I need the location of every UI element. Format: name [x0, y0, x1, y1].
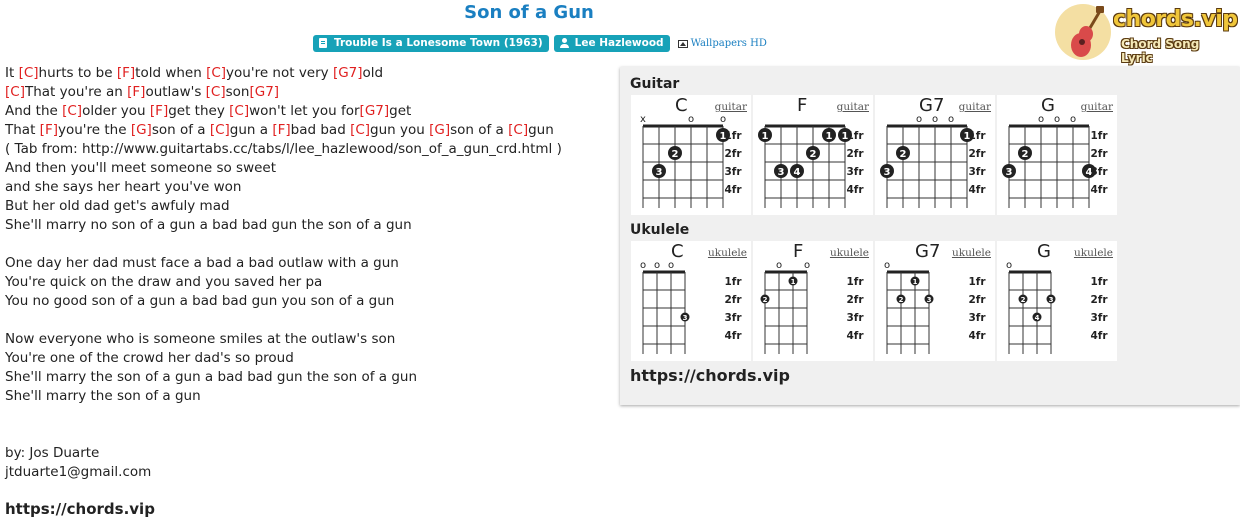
lyric-line — [5, 159, 562, 178]
album-badge[interactable] — [313, 35, 549, 52]
wallpapers-link[interactable] — [678, 38, 767, 49]
lyric-line — [5, 349, 562, 368]
open-string-mark: o — [687, 114, 695, 125]
lyric-text: That — [5, 122, 40, 138]
chord-marker[interactable]: [C] — [206, 65, 227, 81]
lyric-text: gun — [528, 122, 554, 138]
chord-marker[interactable]: [G7] — [359, 103, 390, 119]
fret-label: 2fr — [846, 148, 864, 160]
fret-label: 2fr — [846, 294, 864, 306]
chord-name: C — [675, 95, 688, 116]
fret-label: 4fr — [1090, 330, 1108, 342]
fretboard-diagram — [753, 241, 873, 361]
fret-label: 2fr — [968, 148, 986, 160]
guitar-chord-g7[interactable] — [875, 95, 995, 215]
lyric-line — [5, 235, 562, 254]
lyric-line — [5, 102, 562, 121]
lyric-text: son — [225, 84, 250, 100]
chord-marker[interactable]: [F] — [149, 103, 169, 119]
lyric-text: It — [5, 65, 19, 81]
guitar-link[interactable]: guitar — [836, 101, 869, 113]
chord-name: G7 — [919, 95, 945, 116]
lyric-text: Now everyone who is someone smiles at the outlaw's son — [5, 331, 396, 347]
open-string-mark: o — [667, 260, 675, 271]
finger-number: 2 — [898, 296, 904, 304]
fret-label: 3fr — [1090, 166, 1108, 178]
lyric-text: One day her dad must face a bad a bad outlaw with a gun — [5, 255, 399, 271]
chord-marker[interactable]: [G] — [130, 122, 152, 138]
chord-name: G7 — [915, 241, 941, 262]
chord-name: G — [1037, 241, 1051, 262]
credit-email: jtduarte1@gmail.com — [5, 464, 152, 480]
lyric-line — [5, 140, 562, 159]
open-string-mark: o — [1037, 114, 1045, 125]
lyric-text: you're the — [57, 122, 131, 138]
fret-label: 2fr — [724, 294, 742, 306]
artist-badge-label: Lee Hazlewood — [574, 37, 664, 49]
fret-label: 1fr — [724, 130, 742, 142]
ukulele-chord-g[interactable] — [997, 241, 1117, 361]
fret-label: 1fr — [724, 276, 742, 288]
wallpapers-link-label: Wallpapers HD — [690, 38, 767, 49]
fret-label: 2fr — [1090, 148, 1108, 160]
lyric-text: She'll marry the son of a gun a bad bad gun the son of a gun — [5, 369, 418, 385]
lyric-text: bad bad — [290, 122, 351, 138]
open-string-mark: o — [639, 260, 647, 271]
fret-label: 4fr — [724, 330, 742, 342]
finger-number: 3 — [682, 314, 688, 322]
fret-label: 4fr — [968, 330, 986, 342]
open-string-mark: o — [947, 114, 955, 125]
open-string-mark: o — [1005, 260, 1013, 271]
fret-label: 2fr — [1090, 294, 1108, 306]
finger-number: 4 — [1085, 167, 1093, 178]
lyric-line — [5, 197, 562, 216]
chord-marker[interactable]: [C] — [62, 103, 83, 119]
muted-string-mark: x — [640, 114, 646, 125]
lyric-text: you're not very — [226, 65, 333, 81]
fret-label: 3fr — [846, 166, 864, 178]
open-string-mark: o — [803, 260, 811, 271]
chord-marker[interactable]: [G] — [429, 122, 451, 138]
fret-label: 3fr — [1090, 312, 1108, 324]
chord-marker[interactable]: [C] — [508, 122, 529, 138]
lyric-text: outlaw's — [145, 84, 206, 100]
chord-diagram-panel — [620, 67, 1240, 405]
lyric-text: won't let you for — [249, 103, 360, 119]
guitar-link[interactable]: guitar — [958, 101, 991, 113]
finger-number: 1 — [719, 131, 727, 142]
lyric-text: gun a — [229, 122, 273, 138]
finger-number: 3 — [655, 167, 663, 178]
lyric-text: son of a — [151, 122, 210, 138]
fret-label: 2fr — [968, 294, 986, 306]
guitar-chord-f[interactable] — [753, 95, 873, 215]
chord-marker[interactable]: [F] — [116, 65, 136, 81]
lyric-text: But her old dad get's awfuly mad — [5, 198, 230, 214]
finger-number: 3 — [1048, 296, 1054, 304]
image-icon — [678, 40, 688, 48]
lyric-text: get — [389, 103, 412, 119]
finger-number: 4 — [793, 167, 801, 178]
lyric-line — [5, 273, 562, 292]
fret-label: 4fr — [968, 184, 986, 196]
open-string-mark: o — [1053, 114, 1061, 125]
guitar-section-label: Guitar — [630, 76, 680, 92]
fret-label: 3fr — [724, 312, 742, 324]
finger-number: 2 — [809, 149, 817, 160]
lyric-line — [5, 292, 562, 311]
finger-number: 3 — [1005, 167, 1013, 178]
song-title: Son of a Gun — [464, 2, 594, 23]
lyric-text: She'll marry the son of a gun — [5, 388, 201, 404]
ukulele-chord-g7[interactable] — [875, 241, 995, 361]
chord-marker[interactable]: [G7] — [332, 65, 363, 81]
lyric-text: And the — [5, 103, 63, 119]
fret-label: 3fr — [968, 312, 986, 324]
finger-number: 1 — [761, 131, 769, 142]
open-string-mark: o — [915, 114, 923, 125]
fretboard-diagram — [997, 241, 1117, 361]
fretboard-diagram — [997, 95, 1117, 215]
fretboard-diagram — [631, 241, 751, 361]
fretboard-diagram — [631, 95, 751, 215]
lyric-text: gun you — [370, 122, 430, 138]
chord-marker[interactable]: [F] — [272, 122, 291, 138]
fret-label: 2fr — [724, 148, 742, 160]
ukulele-section-label: Ukulele — [630, 222, 690, 238]
finger-number: 3 — [926, 296, 932, 304]
lyric-text: You're quick on the draw and you saved her pa — [5, 274, 323, 290]
chord-marker[interactable]: [C] — [205, 84, 226, 100]
credit-author: by: Jos Duarte — [5, 445, 100, 461]
finger-number: 2 — [899, 149, 907, 160]
ukulele-link[interactable]: ukulele — [951, 247, 991, 259]
fret-label: 1fr — [846, 276, 864, 288]
chord-marker[interactable]: [C] — [5, 84, 25, 100]
fret-label: 4fr — [1090, 184, 1108, 196]
open-string-mark: o — [775, 260, 783, 271]
lyric-line — [5, 121, 562, 140]
finger-number: 2 — [762, 296, 768, 304]
open-string-mark: o — [653, 260, 661, 271]
open-string-mark: o — [883, 260, 891, 271]
logo-text: chords.vip — [1113, 7, 1238, 32]
finger-number: 3 — [883, 167, 891, 178]
guitar-icon — [1053, 3, 1113, 63]
lyric-text: That you're an — [24, 84, 128, 100]
lyric-line — [5, 330, 562, 349]
fret-label: 4fr — [724, 184, 742, 196]
chord-marker[interactable]: [F] — [127, 84, 146, 100]
chord-name: G — [1041, 95, 1055, 116]
chord-marker[interactable]: [C] — [18, 65, 39, 81]
lyrics-block — [5, 64, 562, 406]
open-string-mark: o — [719, 114, 727, 125]
lyric-text: old — [362, 65, 384, 81]
panel-site-url[interactable]: https://chords.vip — [630, 366, 790, 385]
fretboard-diagram — [753, 95, 873, 215]
guitar-link[interactable]: guitar — [714, 101, 747, 113]
lyric-line — [5, 178, 562, 197]
fret-label: 3fr — [724, 166, 742, 178]
lyric-line — [5, 368, 562, 387]
chord-marker[interactable]: [C] — [209, 122, 230, 138]
finger-number: 4 — [1034, 314, 1040, 322]
chord-name: F — [797, 95, 808, 116]
lyric-text: ( Tab from: http://www.guitartabs.cc/tabs/l/lee_hazlewood/son_of_a_gun_crd.html ) — [5, 141, 562, 157]
lyric-text: get they — [168, 103, 230, 119]
lyric-text: She'll marry no son of a gun a bad bad gun the son of a gun — [5, 217, 412, 233]
chord-name: F — [793, 241, 804, 262]
lyric-line — [5, 254, 562, 273]
chord-marker[interactable]: [C] — [229, 103, 250, 119]
finger-number: 1 — [825, 131, 833, 142]
ukulele-link[interactable]: ukulele — [829, 247, 869, 259]
open-string-mark: o — [931, 114, 939, 125]
finger-number: 1 — [963, 131, 971, 142]
guitar-chord-c[interactable] — [631, 95, 751, 215]
guitar-link[interactable]: guitar — [1080, 101, 1113, 113]
lyric-text: And then you'll meet someone so sweet — [5, 160, 277, 176]
finger-number: 1 — [841, 131, 849, 142]
lyric-line — [5, 64, 562, 83]
logo-subtitle: Chord Song Lyric — [1121, 37, 1200, 65]
fret-label: 4fr — [846, 330, 864, 342]
finger-number: 1 — [912, 278, 918, 286]
lyric-text: son of a — [450, 122, 509, 138]
fret-label: 4fr — [846, 184, 864, 196]
album-badge-label: Trouble Is a Lonesome Town (1963) — [334, 37, 543, 49]
lyric-line — [5, 83, 562, 102]
fret-label: 1fr — [846, 130, 864, 142]
lyric-line — [5, 311, 562, 330]
site-url[interactable]: https://chords.vip — [5, 500, 155, 518]
finger-number: 2 — [1020, 296, 1026, 304]
finger-number: 3 — [777, 167, 785, 178]
finger-number: 1 — [790, 278, 796, 286]
fret-label: 1fr — [1090, 276, 1108, 288]
user-icon — [560, 38, 569, 48]
fret-label: 1fr — [1090, 130, 1108, 142]
song-badges — [313, 35, 767, 52]
fretboard-diagram — [875, 95, 995, 215]
lyric-text: told when — [135, 65, 207, 81]
lyric-line — [5, 387, 562, 406]
lyric-text: hurts to be — [38, 65, 117, 81]
ukulele-link[interactable]: ukulele — [707, 247, 747, 259]
artist-badge[interactable] — [554, 35, 670, 52]
book-icon — [319, 38, 328, 48]
lyric-line — [5, 216, 562, 235]
guitar-chord-g[interactable] — [997, 95, 1117, 215]
site-logo[interactable] — [1053, 3, 1238, 65]
finger-number: 2 — [671, 149, 679, 160]
ukulele-link[interactable]: ukulele — [1073, 247, 1113, 259]
chord-name: C — [671, 241, 684, 262]
lyric-text: older you — [82, 103, 150, 119]
chord-marker[interactable]: [C] — [350, 122, 371, 138]
lyric-text: and she says her heart you've won — [5, 179, 242, 195]
finger-number: 2 — [1021, 149, 1029, 160]
chord-marker[interactable]: [F] — [39, 122, 58, 138]
lyric-text: You're one of the crowd her dad's so proud — [5, 350, 294, 366]
fret-label: 3fr — [968, 166, 986, 178]
open-string-mark: o — [1069, 114, 1077, 125]
chord-marker[interactable]: [G7] — [249, 84, 280, 100]
fretboard-diagram — [875, 241, 995, 361]
fret-label: 3fr — [846, 312, 864, 324]
ukulele-chord-c[interactable] — [631, 241, 751, 361]
lyric-text: You no good son of a gun a bad bad gun you son of a gun — [5, 293, 395, 309]
fret-label: 1fr — [968, 276, 986, 288]
ukulele-chord-f[interactable] — [753, 241, 873, 361]
fret-label: 1fr — [968, 130, 986, 142]
